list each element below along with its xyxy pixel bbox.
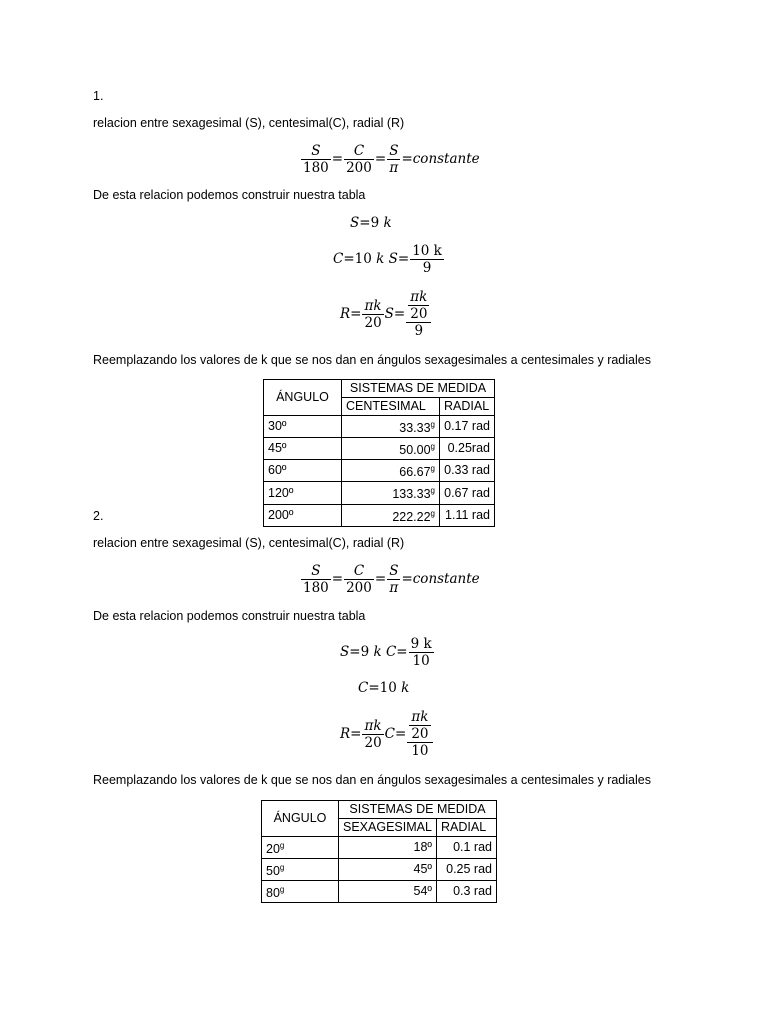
nested-fraction: $\frac{\frac{\pi k}{20}}{10}$ [407,709,432,759]
table-row: 60º 66.67$^g$ 0.33 rad [264,460,495,482]
table-row: 30º 33.33$^g$ 0.17 rad [264,416,495,438]
table-row: 45º 50.00$^g$ 0.25rad [264,438,495,460]
header-group: SISTEMAS DE MEDIDA [342,380,495,398]
header-radial: RADIAL [440,398,495,416]
header-centesimal: CENTESIMAL [342,398,440,416]
fraction: $\frac{S}{180}$ [303,562,329,596]
section-1-replace-text: Reemplazando los valores de k que se nos dan en ángulos sexagesimales a centesimales y radiales [93,353,651,367]
header-group: SISTEMAS DE MEDIDA [339,801,497,819]
table-centesimal-radial [263,379,495,527]
fraction: $\frac{\pi k}{20}$ [364,297,382,331]
table-row: 50$^g$ 45º 0.25 rad [262,859,497,881]
section-1-number: 1. [93,89,104,103]
section-2-relation-text: relacion entre sexagesimal (S), centesimal(C), radial (R) [93,536,405,550]
table-row: 80$^g$ 54º 0.3 rad [262,881,497,903]
table-sexagesimal-radial [261,800,497,903]
equation-r-2: R = $\frac{\pi k}{20}$ C = $\frac{\frac{\pi k}{20}}{10}$ [340,707,460,761]
fraction: $\frac{C}{200}$ [346,562,372,596]
fraction: $\frac{9 k}{10}$ [410,635,432,669]
fraction: $\frac{S}{\pi}$ [389,142,399,176]
equation-s-9k-c: S = 9 k C = $\frac{9 k}{10}$ [340,635,432,669]
equation-c-10k-2: C = 10 k [358,680,410,696]
equation-r: R = $\frac{\pi k}{20}$ S = $\frac{\frac{\pi k}{20}}{9}$ [340,287,460,341]
section-1-relation-text: relacion entre sexagesimal (S), centesimal(C), radial (R) [93,116,405,130]
equation-c-10k: C = 10 k S = $\frac{10 k}{9}$ [333,242,442,276]
table-row: 200º 222.22$^g$ 1.11 rad [264,504,495,526]
section-2-replace-text: Reemplazando los valores de k que se nos dan en ángulos sexagesimales a centesimales y radiales [93,773,651,787]
section-2-number: 2. [93,509,104,523]
equation-s-9k: S = 9 k [350,215,392,231]
nested-fraction: $\frac{\frac{\pi k}{20}}{9}$ [406,289,431,339]
table-row: 120º 133.33$^g$ 0.67 rad [264,482,495,504]
table-row: 20$^g$ 18º 0.1 rad [262,837,497,859]
header-angle: ÁNGULO [262,801,339,837]
section-1-table-intro: De esta relacion podemos construir nuestra tabla [93,188,366,202]
header-sexagesimal: SEXAGESIMAL [339,819,437,837]
fraction: $\frac{10 k}{9}$ [412,242,442,276]
fraction: $\frac{S}{180}$ [303,142,329,176]
fraction: $\frac{S}{\pi}$ [389,562,399,596]
fraction: $\frac{\pi k}{20}$ [364,717,382,751]
section-1-relation-equation: $\frac{S}{180}$ = $\frac{C}{200}$ = $\frac{S}{\pi}$ = constante [303,142,480,176]
section-2-relation-equation: $\frac{S}{180}$ = $\frac{C}{200}$ = $\frac{S}{\pi}$ = constante [303,562,480,596]
header-radial: RADIAL [437,819,497,837]
section-2-table-intro: De esta relacion podemos construir nuestra tabla [93,609,366,623]
fraction: $\frac{C}{200}$ [346,142,372,176]
header-angle: ÁNGULO [264,380,342,416]
